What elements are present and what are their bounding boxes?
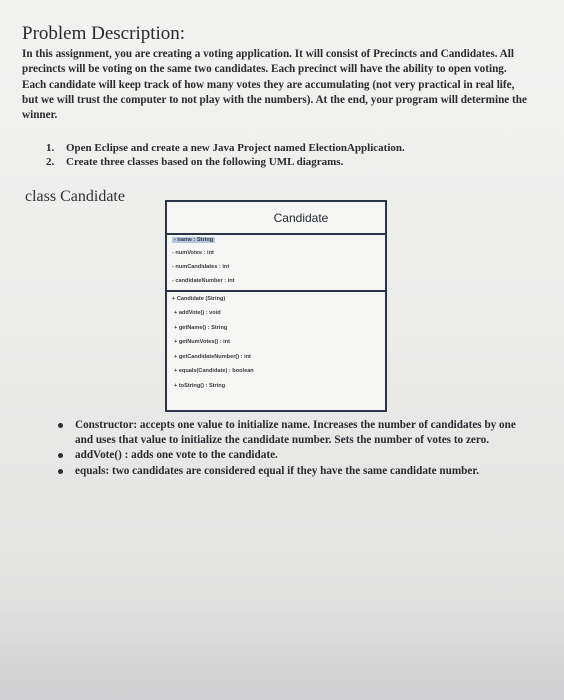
step-number: 2.: [46, 156, 55, 169]
uml-method: + toString() : String: [174, 383, 226, 389]
uml-attribute: - numCandidates : int: [172, 264, 230, 270]
requirements-list: [58, 418, 528, 479]
uml-method: + getName() : String: [174, 325, 228, 331]
uml-attributes-section: [167, 235, 385, 292]
problem-heading: Problem Description:: [22, 23, 186, 44]
uml-attribute: - candidateNumber : int: [172, 278, 235, 284]
bullet-icon: [58, 453, 63, 458]
bullet-icon: [58, 423, 63, 428]
problem-description: In this assignment, you are creating a voting application. It will consist of Precincts and Candidates. All precincts will be voting on the same two candidates. Each precinct will have the ability to open voting. Each candidate will keep track of how many votes they are accumulating (not very practical in real life, but we will trust the computer to not play with the numbers). At the end, your program will determine the winner.: [22, 48, 527, 122]
uml-method: + addVote() : void: [174, 310, 221, 316]
uml-attribute: - name : String: [174, 237, 214, 243]
uml-method: + getNumVotes() : int: [174, 339, 230, 345]
uml-method: + equals(Candidate) : boolean: [174, 368, 254, 374]
document-body: [22, 24, 542, 207]
uml-method: + Candidate (String): [172, 296, 226, 302]
step-item: [46, 141, 542, 155]
list-item: [58, 464, 528, 479]
step-number: 1.: [46, 142, 55, 155]
uml-class-name: Candidate: [167, 202, 385, 235]
list-item-text: equals: two candidates are considered equal if they have the same candidate number.: [75, 464, 480, 477]
step-text: Create three classes based on the following UML diagrams.: [66, 156, 344, 169]
uml-method: + getCandidateNumber() : int: [174, 354, 251, 360]
uml-attribute: - numVotes : int: [172, 250, 214, 256]
step-text: Open Eclipse and create a new Java Project named ElectionApplication.: [66, 142, 405, 155]
uml-class-diagram: [165, 200, 387, 412]
list-item: [58, 448, 528, 463]
class-heading: class Candidate: [25, 188, 125, 206]
list-item: [58, 418, 528, 447]
list-item-text: Constructor: accepts one value to initialize name. Increases the number of candidates by one and uses that value to initialize the candidate number. Sets the number of votes to zero.: [75, 419, 516, 446]
bullet-icon: [58, 469, 63, 474]
step-item: [46, 155, 542, 169]
list-item-text: addVote() : adds one vote to the candidate.: [75, 449, 278, 461]
steps-list: [46, 141, 542, 169]
